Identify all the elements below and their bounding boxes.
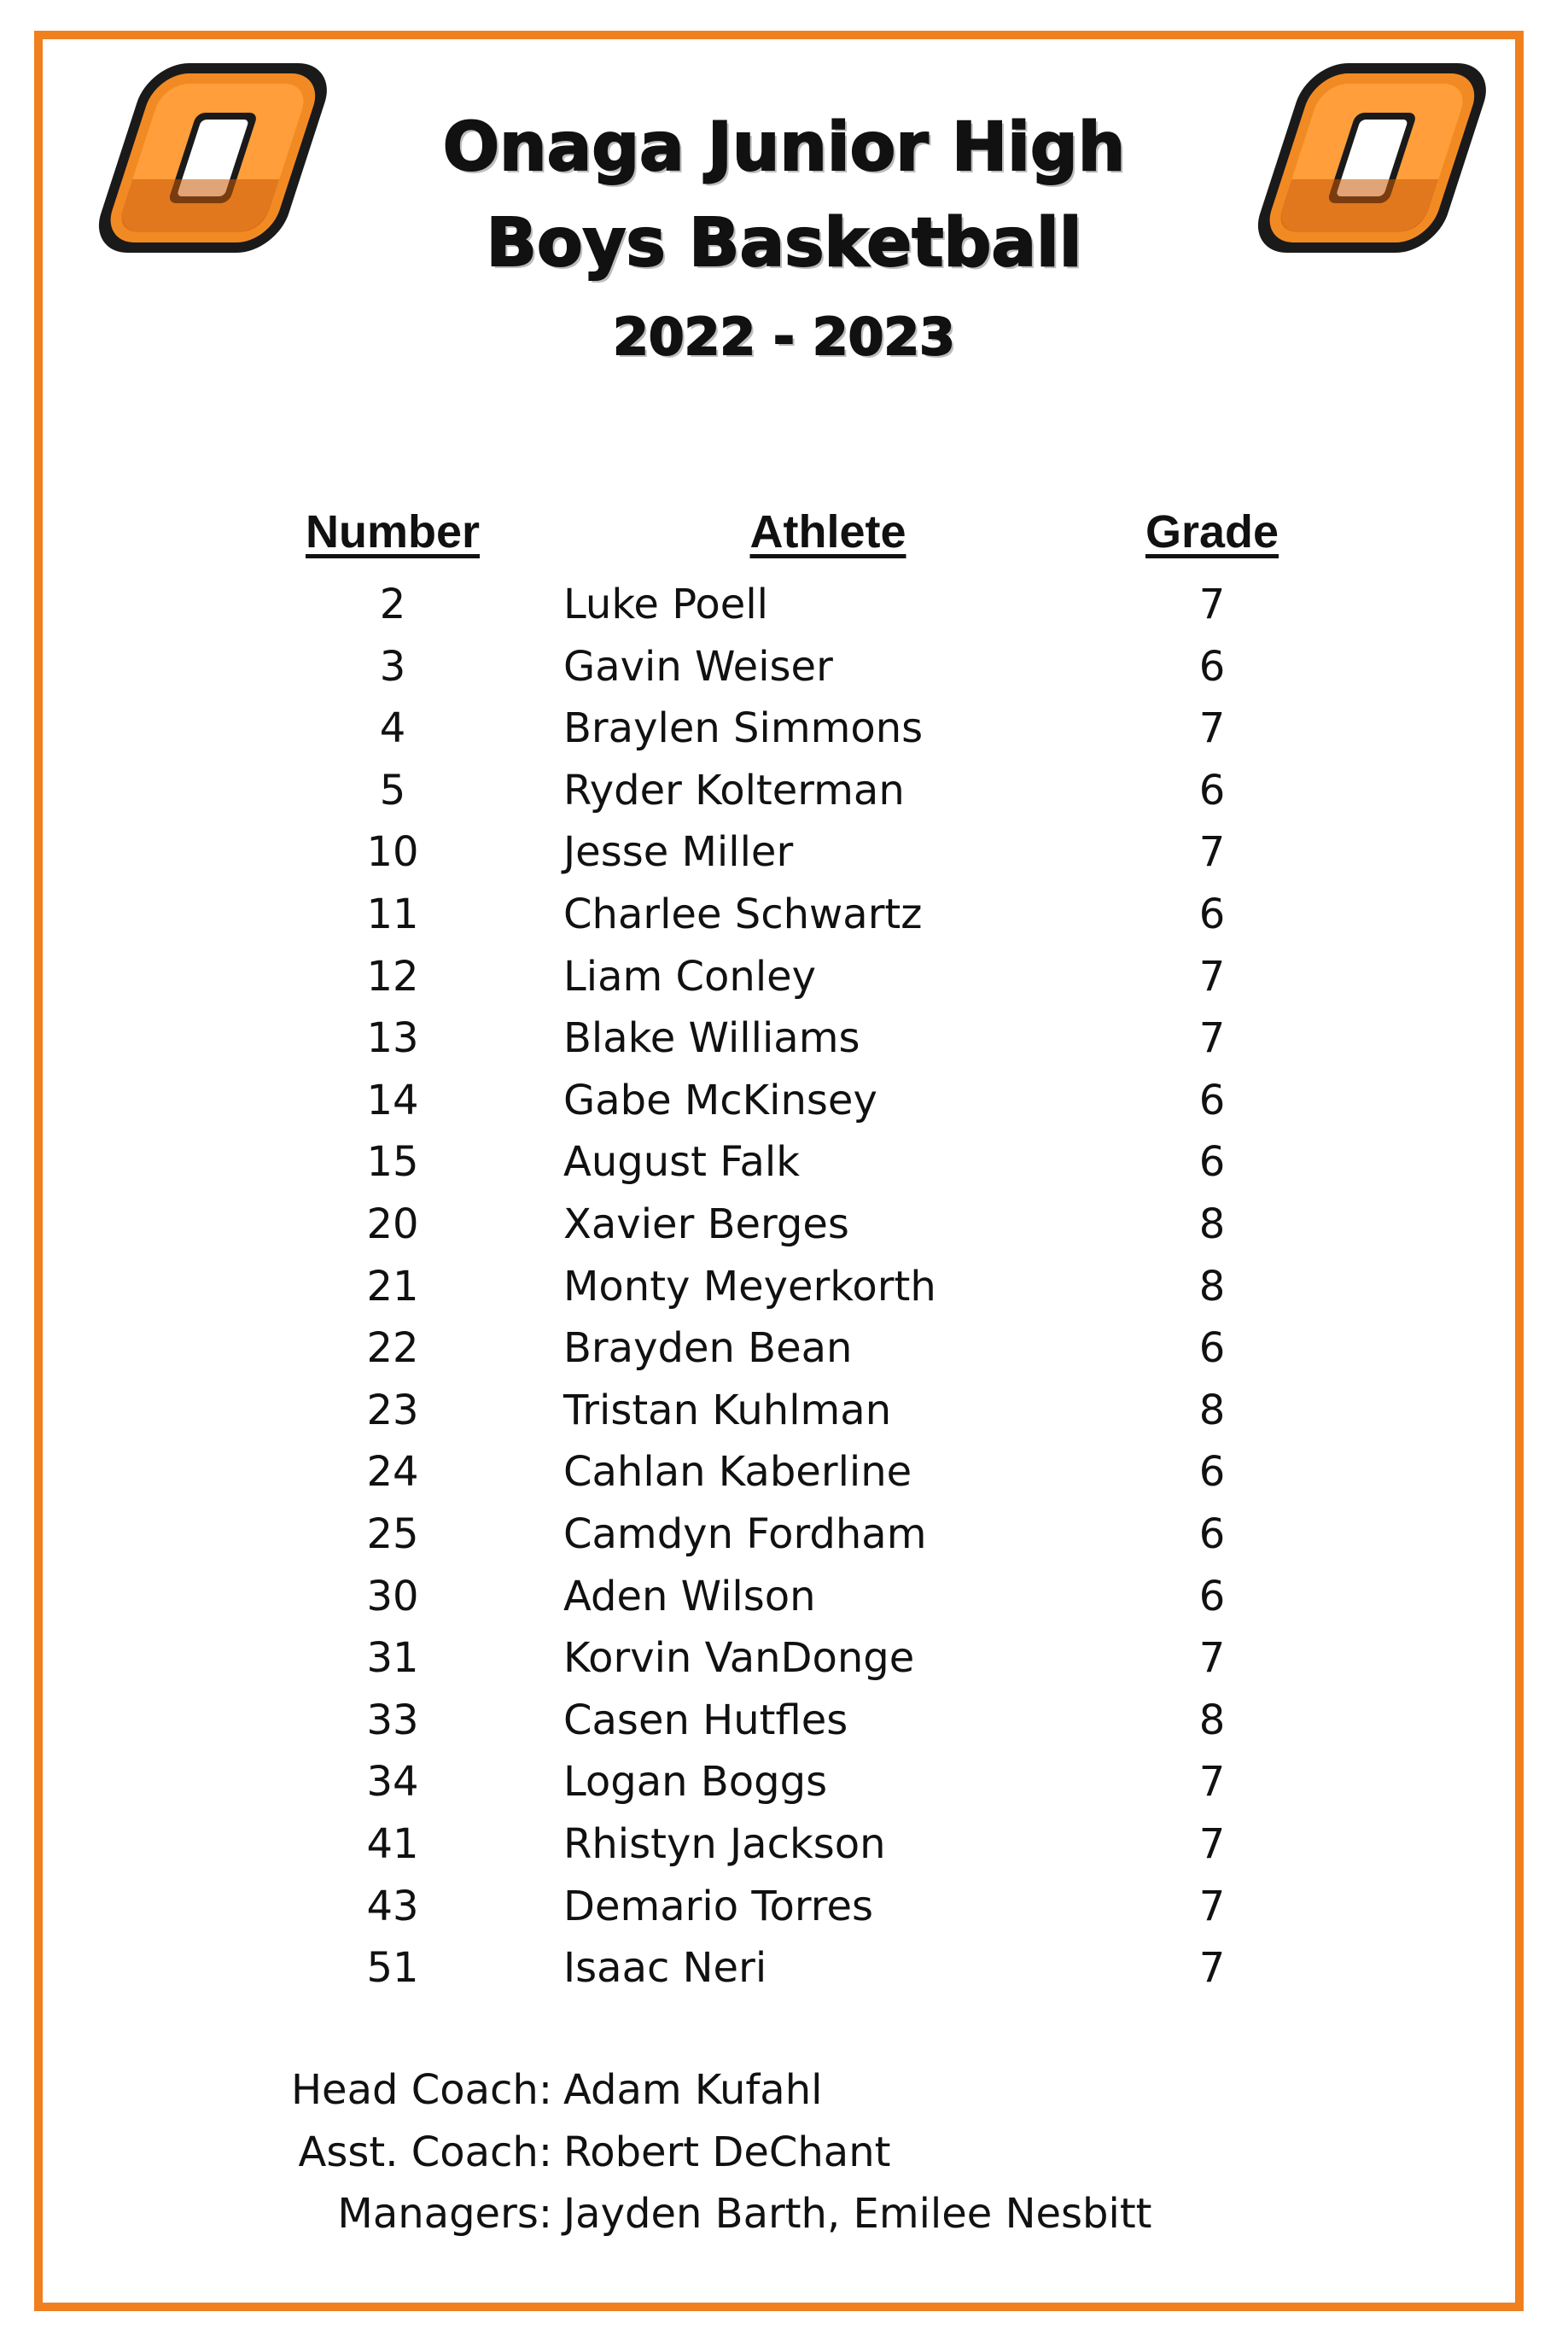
- player-number: 3: [379, 642, 406, 691]
- player-name: Xavier Berges: [563, 1200, 849, 1248]
- player-grade: 7: [1198, 1820, 1226, 1868]
- player-grade: 6: [1198, 1448, 1226, 1497]
- player-grade: 6: [1198, 1076, 1226, 1124]
- player-number: 12: [366, 952, 419, 1001]
- staff-name: Robert DeChant: [563, 2128, 891, 2176]
- table-row: [0, 1758, 1568, 1820]
- table-row: [0, 1077, 1568, 1139]
- staff-name: Adam Kufahl: [563, 2066, 823, 2114]
- player-grade: 8: [1198, 1386, 1226, 1434]
- player-number: 51: [366, 1944, 419, 1993]
- table-row: [0, 704, 1568, 767]
- table-row: [0, 828, 1568, 890]
- player-grade: 7: [1198, 828, 1226, 877]
- title-team: Boys Basketball: [486, 205, 1082, 282]
- column-header-number: Number: [305, 506, 481, 558]
- table-row: [0, 1138, 1568, 1200]
- player-number: 15: [366, 1138, 419, 1187]
- player-grade: 7: [1198, 704, 1226, 753]
- player-name: Liam Conley: [563, 952, 817, 1001]
- player-number: 30: [366, 1572, 419, 1620]
- player-grade: 6: [1198, 890, 1226, 938]
- table-row: [0, 1263, 1568, 1325]
- table-row: [0, 1510, 1568, 1573]
- season-label: 2022 - 2023: [613, 307, 955, 367]
- player-grade: 7: [1198, 1634, 1226, 1683]
- player-number: 23: [366, 1386, 419, 1434]
- player-name: Korvin VanDonge: [563, 1634, 915, 1683]
- player-number: 24: [366, 1448, 419, 1497]
- player-name: Charlee Schwartz: [563, 890, 923, 938]
- player-grade: 8: [1198, 1262, 1226, 1311]
- player-number: 22: [366, 1324, 419, 1373]
- table-row: [0, 1944, 1568, 2006]
- table-row: [0, 953, 1568, 1015]
- player-name: Monty Meyerkorth: [563, 1262, 936, 1311]
- player-grade: 7: [1198, 581, 1226, 628]
- player-name: Blake Williams: [563, 1014, 860, 1063]
- title-school: Onaga Junior High: [442, 109, 1126, 186]
- table-row: [0, 1200, 1568, 1263]
- player-number: 10: [366, 828, 419, 877]
- player-number: 5: [379, 766, 406, 814]
- column-header-grade: Grade: [1145, 506, 1279, 558]
- staff-row: [0, 2190, 1568, 2252]
- player-name: Gavin Weiser: [563, 642, 833, 691]
- player-name: Cahlan Kaberline: [563, 1448, 912, 1497]
- player-grade: 6: [1198, 1572, 1226, 1620]
- table-row: [0, 1324, 1568, 1387]
- player-name: Logan Boggs: [563, 1758, 828, 1807]
- table-row: [0, 1387, 1568, 1449]
- player-number: 43: [366, 1882, 419, 1930]
- player-name: Jesse Miller: [563, 828, 794, 877]
- staff-row: [0, 2066, 1568, 2128]
- table-row: [0, 1448, 1568, 1510]
- staff-name: Jayden Barth, Emilee Nesbitt: [563, 2190, 1152, 2239]
- player-number: 31: [366, 1634, 419, 1683]
- table-row: [0, 1573, 1568, 1635]
- player-name: Ryder Kolterman: [563, 766, 905, 814]
- player-grade: 7: [1198, 1014, 1226, 1063]
- table-row: [0, 1820, 1568, 1883]
- table-row: [0, 1883, 1568, 1945]
- table-row: [0, 767, 1568, 829]
- table-row: [0, 643, 1568, 705]
- player-number: 14: [366, 1076, 419, 1124]
- player-grade: 7: [1198, 1758, 1226, 1807]
- player-grade: 6: [1198, 1324, 1226, 1373]
- player-name: Rhistyn Jackson: [563, 1820, 886, 1868]
- staff-role: Head Coach:: [290, 2066, 552, 2114]
- table-row: [0, 1696, 1568, 1759]
- player-grade: 6: [1198, 1510, 1226, 1558]
- column-header-athlete: Athlete: [749, 506, 906, 558]
- player-number: 4: [379, 704, 406, 753]
- player-number: 25: [366, 1510, 419, 1558]
- player-name: Demario Torres: [563, 1882, 873, 1930]
- player-name: Brayden Bean: [563, 1324, 853, 1373]
- staff-role: Managers:: [337, 2190, 552, 2239]
- staff-row: [0, 2128, 1568, 2191]
- player-number: 13: [366, 1014, 419, 1063]
- player-name: Tristan Kuhlman: [563, 1386, 892, 1434]
- player-number: 11: [366, 890, 419, 938]
- player-name: Luke Poell: [563, 581, 768, 628]
- player-number: 20: [366, 1200, 419, 1248]
- player-name: Aden Wilson: [563, 1572, 816, 1620]
- table-row: [0, 581, 1568, 643]
- table-row: [0, 1014, 1568, 1077]
- player-number: 34: [366, 1758, 419, 1807]
- table-row: [0, 890, 1568, 953]
- player-name: Gabe McKinsey: [563, 1076, 877, 1124]
- player-grade: 6: [1198, 642, 1226, 691]
- player-grade: 7: [1198, 1944, 1226, 1993]
- player-name: Camdyn Fordham: [563, 1510, 927, 1558]
- player-grade: 6: [1198, 1138, 1226, 1187]
- player-grade: 7: [1198, 952, 1226, 1001]
- player-name: August Falk: [563, 1138, 800, 1187]
- player-number: 41: [366, 1820, 419, 1868]
- player-name: Isaac Neri: [563, 1944, 767, 1993]
- table-row: [0, 1634, 1568, 1696]
- player-number: 2: [379, 581, 406, 628]
- staff-role: Asst. Coach:: [298, 2128, 552, 2176]
- player-grade: 8: [1198, 1696, 1226, 1744]
- player-grade: 6: [1198, 766, 1226, 814]
- player-grade: 7: [1198, 1882, 1226, 1930]
- player-grade: 8: [1198, 1200, 1226, 1248]
- player-name: Braylen Simmons: [563, 704, 924, 753]
- player-number: 33: [366, 1696, 419, 1744]
- player-number: 21: [366, 1262, 419, 1311]
- player-name: Casen Hutfles: [563, 1696, 848, 1744]
